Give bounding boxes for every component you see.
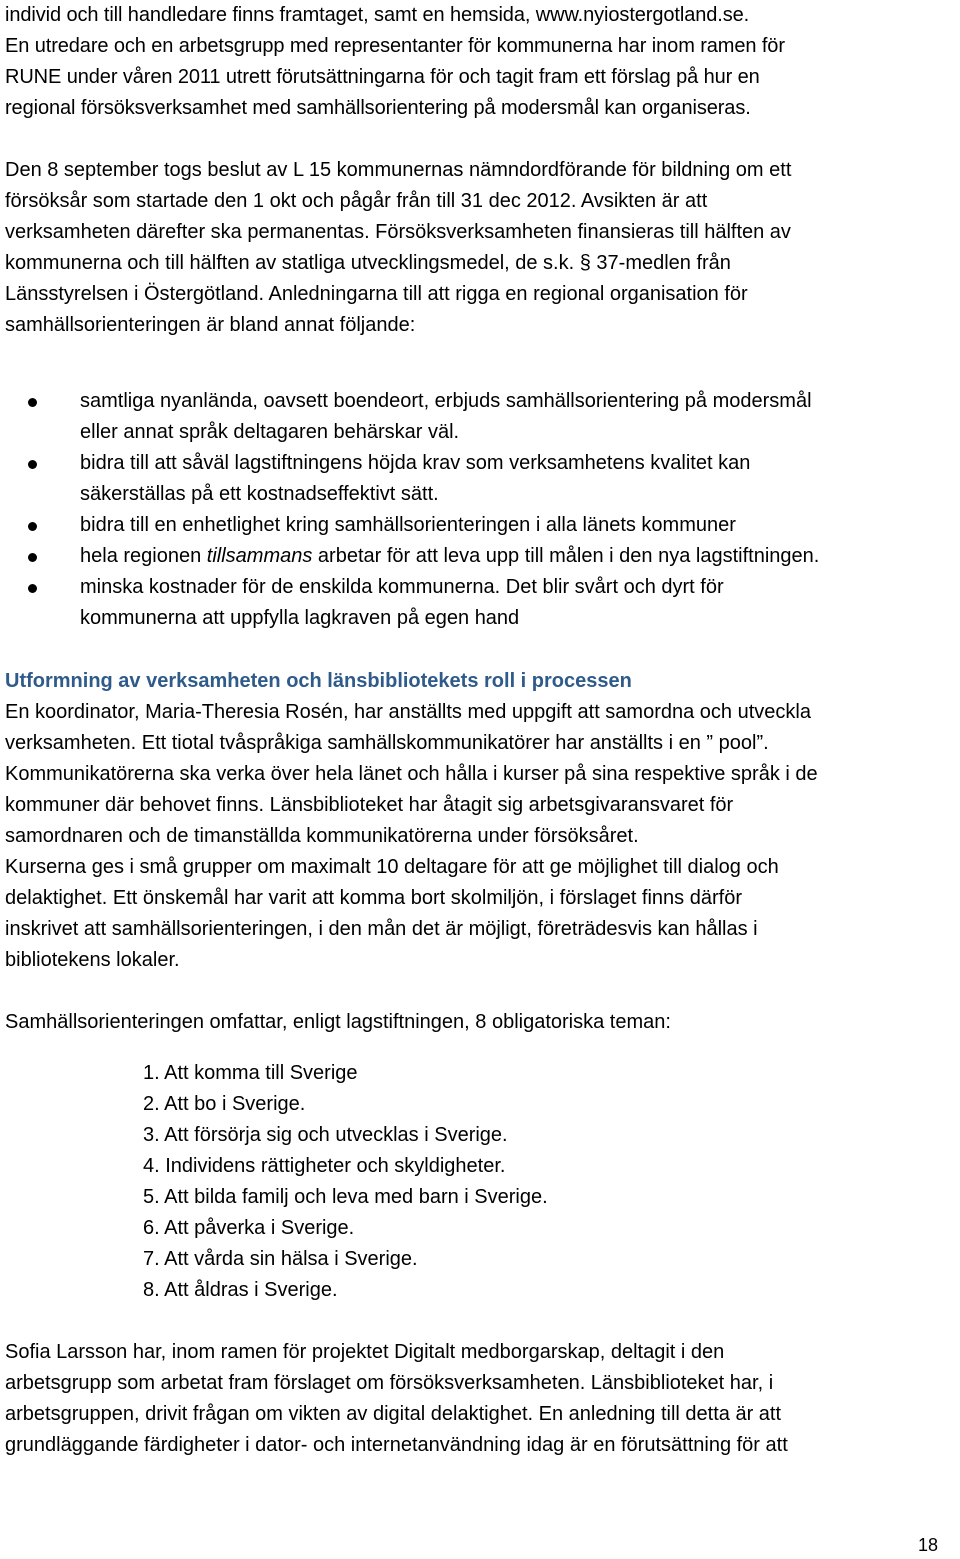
text-line: Kurserna ges i små grupper om maximalt 10 deltagare för att ge möjlighet till dialog och	[5, 856, 779, 878]
list-item: 2. Att bo i Sverige.	[143, 1093, 306, 1115]
list-item: 4. Individens rättigheter och skyldigheter.	[143, 1155, 506, 1177]
text-line: eller annat språk deltagaren behärskar väl.	[80, 421, 460, 443]
text-line: bidra till att såväl lagstiftningens höjda krav som verksamhetens kvalitet kan	[80, 452, 751, 474]
text-line: delaktighet. Ett önskemål har varit att komma bort skolmiljön, i förslaget finns därför	[5, 887, 742, 909]
text-line	[80, 541, 955, 572]
text-run: hela regionen	[80, 545, 207, 567]
bullet-icon	[28, 460, 37, 469]
list-item	[5, 572, 955, 634]
list-item	[5, 510, 955, 541]
text-line: försöksår som startade den 1 okt och pågår från till 31 dec 2012. Avsikten är att	[5, 190, 708, 212]
text-line: samhällsorienteringen är bland annat följande:	[5, 314, 416, 336]
list-item: 3. Att försörja sig och utvecklas i Sverige.	[143, 1124, 508, 1146]
themes-list	[5, 1058, 955, 1306]
list-item: 7. Att vårda sin hälsa i Sverige.	[143, 1248, 418, 1270]
list-item	[5, 386, 955, 448]
text-line: En koordinator, Maria-Theresia Rosén, har anställts med uppgift att samordna och utveckla	[5, 701, 811, 723]
text-run: arbetar för att leva upp till målen i den nya lagstiftningen.	[312, 545, 820, 567]
text-line: säkerställas på ett kostnadseffektivt sätt.	[80, 483, 439, 505]
bullet-icon	[28, 553, 37, 562]
page-number: 18	[917, 1535, 938, 1555]
section	[5, 666, 955, 976]
list-item	[5, 448, 955, 510]
list-item: 8. Att åldras i Sverige.	[143, 1279, 338, 1301]
text-line: Samhällsorienteringen omfattar, enligt lagstiftningen, 8 obligatoriska teman:	[5, 1011, 671, 1033]
text-line: samordnaren och de timanställda kommunikatörerna under försöksåret.	[5, 825, 639, 847]
decision-paragraph	[5, 155, 955, 341]
text-line: bibliotekens lokaler.	[5, 949, 180, 971]
text-line: kommunerna att uppfylla lagkraven på egen hand	[80, 607, 520, 629]
text-line: kommuner där behovet finns. Länsbiblioteket har åtagit sig arbetsgivaransvaret för	[5, 794, 734, 816]
emphasized-text: tillsammans	[206, 545, 313, 567]
intro-paragraph	[5, 0, 955, 124]
text-line: En utredare och en arbetsgrupp med representanter för kommunerna har inom ramen för	[5, 35, 785, 57]
reasons-list	[5, 386, 955, 634]
text-line: Sofia Larsson har, inom ramen för projektet Digitalt medborgarskap, deltagit i den	[5, 1341, 725, 1363]
list-item: 5. Att bilda familj och leva med barn i Sverige.	[143, 1186, 548, 1208]
text-line: arbetsgrupp som arbetat fram förslaget om försöksverksamheten. Länsbiblioteket har, i	[5, 1372, 774, 1394]
text-line: samtliga nyanlända, oavsett boendeort, erbjuds samhällsorientering på modersmål	[80, 390, 812, 412]
text-line: arbetsgruppen, drivit frågan om vikten av digital delaktighet. En anledning till detta är att	[5, 1403, 782, 1425]
text-line: Kommunikatörerna ska verka över hela länet och hålla i kurser på sina respektive språk i de	[5, 763, 818, 785]
text-line: kommunerna och till hälften av statliga utvecklingsmedel, de s.k. § 37-medlen från	[5, 252, 731, 274]
themes-intro	[5, 1007, 955, 1038]
text-line: verksamheten. Ett tiotal tvåspråkiga samhällskommunikatörer har anställts i en ” pool”.	[5, 732, 769, 754]
text-line: bidra till en enhetlighet kring samhällsorienteringen i alla länets kommuner	[80, 514, 736, 536]
closing-paragraph	[5, 1337, 955, 1461]
bullet-icon	[28, 398, 37, 407]
bullet-icon	[28, 584, 37, 593]
text-line: minska kostnader för de enskilda kommunerna. Det blir svårt och dyrt för	[80, 576, 724, 598]
bullet-icon	[28, 522, 37, 531]
list-item: 1. Att komma till Sverige	[143, 1062, 358, 1084]
document-page	[5, 0, 955, 1461]
text-line: inskrivet att samhällsorienteringen, i den mån det är möjligt, företrädesvis kan hållas i	[5, 918, 758, 940]
list-item: 6. Att påverka i Sverige.	[143, 1217, 355, 1239]
text-line: individ och till handledare finns framtaget, samt en hemsida, www.nyiostergotland.se.	[5, 4, 750, 26]
text-line: regional försöksverksamhet med samhällsorientering på modersmål kan organiseras.	[5, 97, 751, 119]
list-item	[5, 541, 955, 572]
text-line: grundläggande färdigheter i dator- och internetanvändning idag är en förutsättning för att	[5, 1434, 788, 1456]
text-line: verksamheten därefter ska permanentas. Försöksverksamheten finansieras till hälften av	[5, 221, 791, 243]
text-line: Länsstyrelsen i Östergötland. Anledningarna till att rigga en regional organisation för	[5, 283, 748, 305]
section-heading: Utformning av verksamheten och länsbibliotekets roll i processen	[5, 670, 632, 692]
text-line: Den 8 september togs beslut av L 15 kommunernas nämndordförande för bildning om ett	[5, 159, 792, 181]
text-line: RUNE under våren 2011 utrett förutsättningarna för och tagit fram ett förslag på hur en	[5, 66, 760, 88]
